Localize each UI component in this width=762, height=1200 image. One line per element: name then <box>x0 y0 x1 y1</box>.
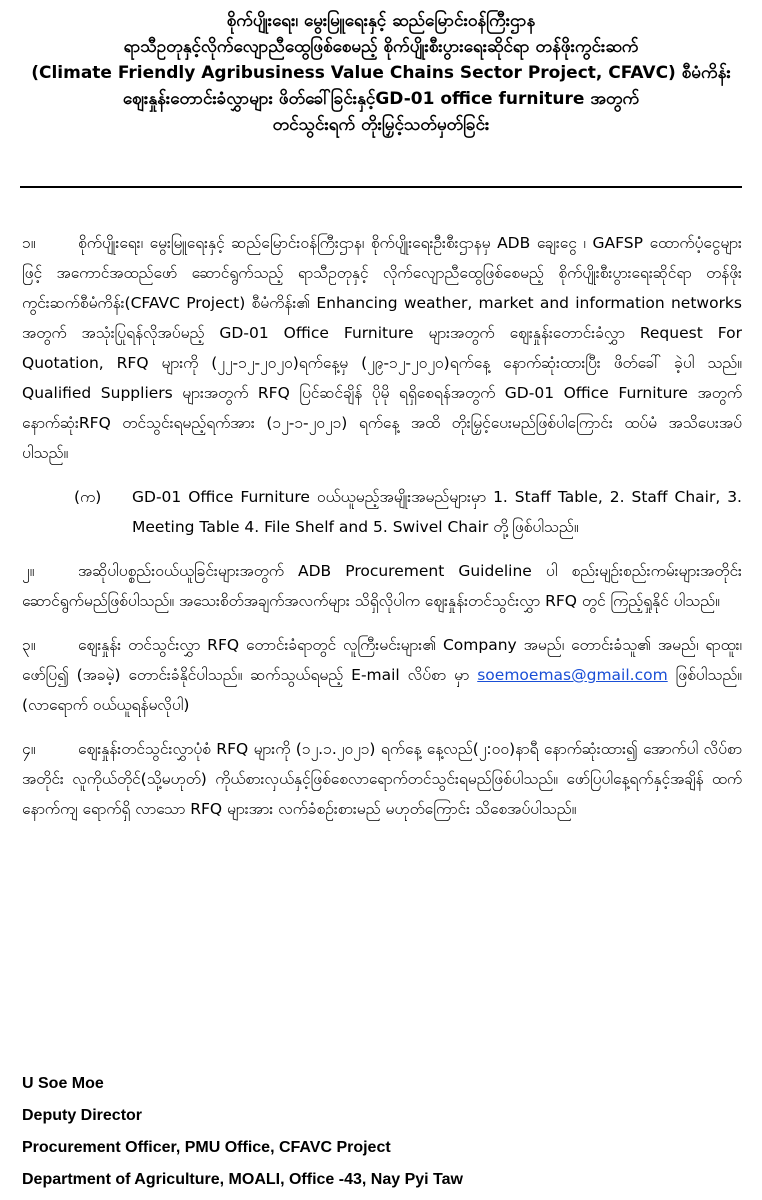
paragraph-text: ဈေးနှုန်းတင်သွင်းလွှာပုံစံ RFQ များကို (၁၂.၁.၂၀၂၁) ရက်နေ့ နေ့လည်(၂:၀၀)နာရီ နောက်ဆုံးထား၍ အောက်ပါ လိပ်စာအတိုင်း လူကိုယ်တိုင်(သို့မဟုတ်) ကိုယ်စားလှယ်နှင့်ဖြစ်စေလာရောက်တင်သွင်းရမည်ဖြစ်ပါသည်။ ဖော်ပြပါနေ့ရက်နှင့်အချိန် ထက် နောက်ကျ ရောက်ရှိ လာသော RFQ များအား လက်ခံစဉ်းစားမည် မဟုတ်ကြောင်း သိစေအပ်ပါသည်။ <box>22 740 742 818</box>
paragraph-text: ဈေးနှုန်း တင်သွင်းလွှာ RFQ တောင်းခံရာတွင် လူကြီးမင်းများ၏ Company အမည်၊ တောင်းခံသူ၏ အမည်၊ ရာထူး၊ ဖော်ပြ၍ (အခမဲ့) တောင်းခံနိုင်ပါသည်။ ဆက်သွယ်ရမည့် E-mail လိပ်စာ မှာ <box>22 636 742 684</box>
header-rfq-invitation: ဈေးနှုန်းတောင်းခံလွှာများ ဖိတ်ခေါ်ခြင်းနှင့်GD-01 office furniture အတွက် <box>122 89 640 109</box>
document-header <box>0 8 762 138</box>
paragraph-1a <box>74 482 742 542</box>
paragraph-text: အဆိုပါပစ္စည်းဝယ်ယူခြင်းများအတွက် ADB Procurement Guideline ပါ စည်းမျဉ်းစည်းကမ်းများအတိုင်း ဆောင်ရွက်မည်ဖြစ်ပါသည်။ အသေးစိတ်အချက်အလက်များ သိရှိလိုပါက ဈေးနှုန်းတင်သွင်းလွှာ RFQ တွင် ကြည့်ရှုနိုင် ပါသည်။ <box>22 562 742 610</box>
signatory-address: Department of Agriculture, MOALI, Office -43, Nay Pyi Taw <box>22 1171 463 1188</box>
paragraph-text: GD-01 Office Furniture ဝယ်ယူမည့်အမျိုးအမည်များမှာ 1. Staff Table, 2. Staff Chair, 3. Meeting Table 4. File Shelf and 5. Swivel Chair တို့ဖြစ်ပါသည်။ <box>132 488 742 536</box>
paragraph-number: ၂။ <box>22 562 35 580</box>
signature-block <box>22 1068 463 1196</box>
email-link[interactable]: soemoemas@gmail.com <box>477 666 668 684</box>
header-ministry: စိုက်ပျိုးရေး၊ မွေးမြူရေးနှင့် ဆည်မြောင်းဝန်ကြီးဌာန <box>226 11 536 31</box>
header-divider <box>20 186 742 188</box>
paragraph-3 <box>22 630 742 720</box>
header-project-myanmar: ရာသီဥတုနှင့်လိုက်လျောညီထွေဖြစ်စေမည့် စိုက်ပျိုးစီးပွားရေးဆိုင်ရာ တန်ဖိုးကွင်းဆက် <box>123 37 639 57</box>
paragraph-number: ၁။ <box>22 234 36 252</box>
document-body <box>22 228 742 838</box>
header-project-english: (Climate Friendly Agribusiness Value Chains Sector Project, CFAVC) စီမံကိန်း <box>31 63 731 83</box>
paragraph-4 <box>22 734 742 824</box>
paragraph-1 <box>22 228 742 468</box>
paragraph-number: ၃။ <box>22 636 36 654</box>
paragraph-text: ဖြစ်ပါသည်။ (လာရောက် ဝယ်ယူရန်မလိုပါ) <box>22 666 742 714</box>
signatory-title: Deputy Director <box>22 1107 143 1124</box>
paragraph-number: (က) <box>74 488 102 506</box>
paragraph-2 <box>22 556 742 616</box>
header-deadline-extension: တင်သွင်းရက် တိုးမြှင့်သတ်မှတ်ခြင်း <box>272 115 490 135</box>
signatory-role: Procurement Officer, PMU Office, CFAVC Project <box>22 1139 391 1156</box>
paragraph-number: ၄။ <box>22 740 36 758</box>
signatory-name: U Soe Moe <box>22 1075 104 1092</box>
paragraph-text: စိုက်ပျိုးရေး၊ မွေးမြူရေးနှင့် ဆည်မြောင်းဝန်ကြီးဌာန၊ စိုက်ပျိုးရေးဦးစီးဌာနမှ ADB ချေးငွေ ၊ GAFSP ထောက်ပံ့ငွေများဖြင့် အကောင်အထည်ဖော် ဆောင်ရွက်သည့် ရာသီဥတုနှင့် လိုက်လျောညီထွေဖြစ်စေမည့် စိုက်ပျိုးစီးပွားရေးဆိုင်ရာ တန်ဖိုး ကွင်းဆက်စီမံကိန်း(CFAVC Project) စီမံကိန်း၏ Enhancing weather, market and information networks အတွက် အသုံးပြုရန်လိုအပ်မည့် GD-01 Office Furniture များအတွက် ဈေးနှုန်းတောင်းခံလွှာ Request For Quotation, RFQ များကို (၂၂-၁၂-၂၀၂၀)ရက်နေ့မှ (၂၉-၁၂-၂၀၂၀)ရက်နေ့ နောက်ဆုံးထားပြီး ဖိတ်ခေါ် ခဲ့ပါ သည်။ Qualified Suppliers များအတွက် RFQ ပြင်ဆင်ချိန် ပိုမို ရရှိစေရန်အတွက် GD-01 Office Furniture အတွက် နောက်ဆုံးRFQ တင်သွင်းရမည့်ရက်အား (၁၂-၁-၂၀၂၁) ရက်နေ့ အထိ တိုးမြှင့်ပေးမည်ဖြစ်ပါကြောင်း ထပ်မံ အသိပေးအပ်ပါသည်။ <box>22 234 742 462</box>
